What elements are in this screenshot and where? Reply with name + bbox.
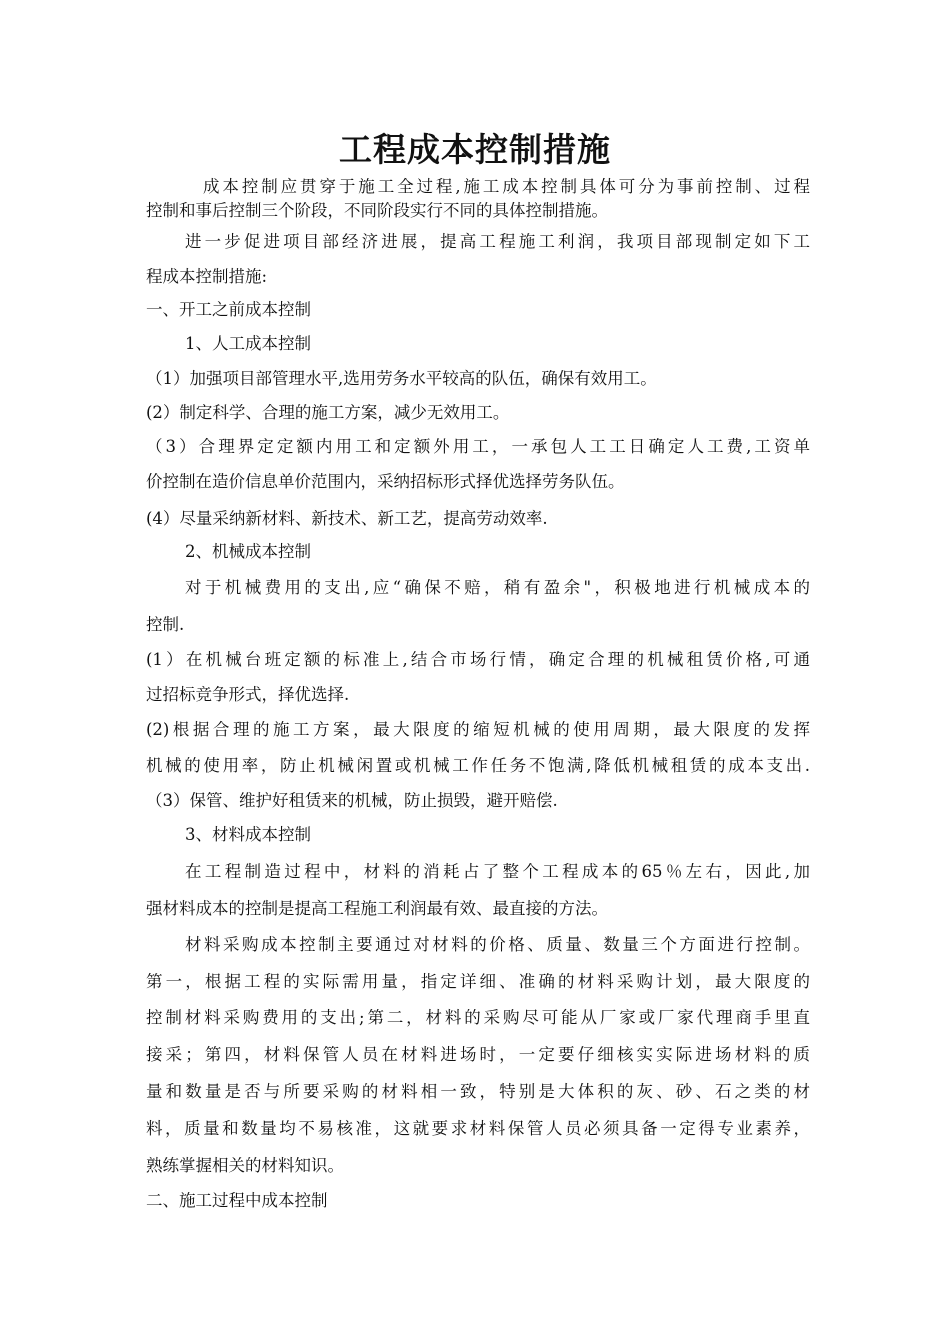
text-line: 过招标竞争形式，择优选择.	[146, 685, 350, 704]
subsection-heading: 2、机械成本控制	[185, 542, 311, 561]
text-line: 熟练掌握相关的材料知识。	[146, 1156, 344, 1175]
text-line: 第一，根据工程的实际需用量，指定详细、准确的材料采购计划，最大限度的	[146, 972, 810, 991]
text-line: 控制和事后控制三个阶段，不同阶段实行不同的具体控制措施。	[146, 201, 608, 220]
text-line: （3）合理界定定额内用工和定额外用工，一承包人工工日确定人工费,工资单	[146, 437, 810, 456]
text-line: 在工程制造过程中，材料的消耗占了整个工程成本的65％左右，因此,加	[185, 862, 810, 881]
subsection-heading: 3、材料成本控制	[185, 825, 311, 844]
page-title: 工程成本控制措施	[339, 130, 611, 169]
text-line: 量和数量是否与所要采购的材料相一致，特别是大体积的灰、砂、石之类的材	[146, 1082, 810, 1101]
text-line: 控制材料采购费用的支出;第二，材料的采购尽可能从厂家或厂家代理商手里直	[146, 1008, 810, 1027]
text-line: （3）保管、维护好租赁来的机械，防止损毁，避开赔偿.	[146, 791, 558, 810]
text-line: 材料采购成本控制主要通过对材料的价格、质量、数量三个方面进行控制。	[185, 935, 810, 954]
text-line: 价控制在造价信息单价范围内，采纳招标形式择优选择劳务队伍。	[146, 472, 625, 491]
text-line: 程成本控制措施:	[146, 267, 268, 286]
text-line: 控制.	[146, 615, 185, 634]
text-line: （1）加强项目部管理水平,选用劳务水平较高的队伍，确保有效用工。	[146, 369, 657, 388]
subsection-heading: 1、人工成本控制	[185, 334, 311, 353]
text-line: 对于机械费用的支出,应“确保不赔，稍有盈余"，积极地进行机械成本的	[185, 578, 810, 597]
section-heading: 二、施工过程中成本控制	[146, 1191, 328, 1210]
text-line: 成本控制应贯穿于施工全过程,施工成本控制具体可分为事前控制、过程	[203, 177, 810, 196]
text-line: 接采；第四，材料保管人员在材料进场时，一定要仔细核实实际进场材料的质	[146, 1045, 810, 1064]
text-line: 进一步促进项目部经济进展，提高工程施工利润，我项目部现制定如下工	[185, 232, 810, 251]
text-line: 机械的使用率，防止机械闲置或机械工作任务不饱满,降低机械租赁的成本支出.	[146, 756, 810, 775]
text-line: (1）在机械台班定额的标准上,结合市场行情，确定合理的机械租赁价格,可通	[146, 650, 810, 669]
section-heading: 一、开工之前成本控制	[146, 300, 311, 319]
text-line: (4）尽量采纳新材料、新技术、新工艺，提高劳动效率.	[146, 509, 548, 528]
text-line: (2)根据合理的施工方案，最大限度的缩短机械的使用周期，最大限度的发挥	[146, 720, 810, 739]
text-line: (2）制定科学、合理的施工方案，减少无效用工。	[146, 403, 510, 422]
text-line: 料，质量和数量均不易核准，这就要求材料保管人员必须具备一定得专业素养，	[146, 1119, 810, 1138]
text-line: 强材料成本的控制是提高工程施工利润最有效、最直接的方法。	[146, 899, 608, 918]
